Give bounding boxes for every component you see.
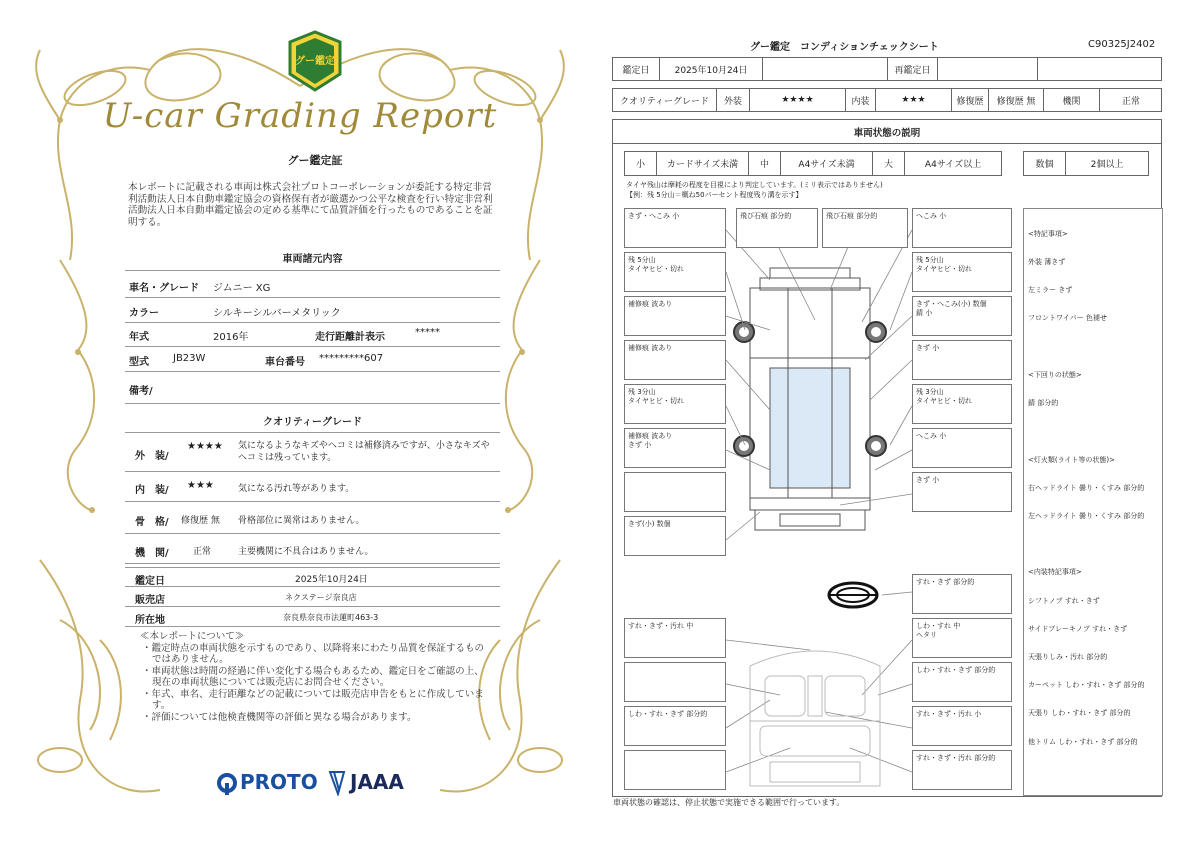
note-box-left-8: きず(小) 数個 — [624, 516, 726, 556]
note-box-right-6: へこみ 小 — [912, 428, 1012, 468]
jaaa-brand: JAAA — [350, 770, 404, 794]
notes-title: ≪本レポートについて≫ — [140, 631, 245, 642]
jaaa-logo-icon — [326, 770, 348, 796]
goo-appraisal-badge-icon — [286, 30, 344, 92]
note-box-left-5: 残 3分山 タイヤヒビ・切れ — [624, 384, 726, 424]
interior-note-right-1: すれ・きず 部分的 — [912, 574, 1012, 614]
spec-row-remarks — [125, 372, 500, 404]
legend-large-desc: A4サイズ以上 — [924, 160, 982, 170]
grade-label: クオリティーグレード — [613, 89, 717, 111]
chassis-label: 車台番号 — [265, 357, 305, 368]
exterior-stars: ★★★★ — [750, 89, 846, 111]
repair-value: 修復歴 無 — [989, 89, 1044, 111]
reappraisal-label: 再鑑定日 — [888, 58, 938, 80]
address-row — [125, 607, 500, 627]
quality-row-engine — [125, 534, 500, 564]
interior-note-right-4: すれ・きず・汚れ 小 — [912, 706, 1012, 746]
engine-label: 機 関/ — [135, 548, 169, 559]
legend-small: 小 — [625, 152, 657, 175]
feature-line: 天張り しわ・すれ・きず 部分的 — [1028, 709, 1131, 718]
note-box-right-1: へこみ 小 — [912, 208, 1012, 248]
legend-small-desc: カードサイズ未満 — [657, 152, 749, 175]
note-item: ・年式、車名、走行距離などの記載については販売店申告をもとに作成しています。 — [142, 688, 484, 711]
feature-spacer — [1028, 343, 1144, 352]
appraisal-date-row — [125, 567, 500, 587]
mileage-label: 走行距離計表示 — [315, 332, 385, 343]
proto-logo-icon — [216, 772, 238, 796]
exterior-label: 外 装/ — [135, 451, 169, 462]
footer-note: 車両状態の確認は、停止状態で実施できる範囲で行っています。 — [613, 798, 845, 807]
note-box-right-5: 残 3分山 タイヤヒビ・切れ — [912, 384, 1012, 424]
legend-count-desc: 2個以上 — [1090, 160, 1124, 170]
note-box-left-4: 補修痕 波あり — [624, 340, 726, 380]
car-exterior-diagram — [730, 258, 890, 548]
legend-count: 数個 — [1024, 152, 1066, 175]
address-value: 奈良県奈良市法蓮町463-3 — [283, 613, 379, 622]
feature-line: 他トリム しわ・すれ・きず 部分的 — [1028, 737, 1138, 746]
interior-note-left-2 — [624, 662, 726, 702]
feature-line: <下回りの状態> — [1028, 370, 1082, 379]
address-label: 所在地 — [135, 615, 165, 626]
feature-line: <灯火類(ライト等の状態)> — [1028, 455, 1115, 464]
mileage-value: ***** — [415, 327, 440, 338]
interior-note-right-2: しわ・すれ 中 ヘタリ — [912, 618, 1012, 658]
features-box — [1023, 208, 1163, 796]
interior-note-right-5: すれ・きず・汚れ 部分的 — [912, 750, 1012, 790]
repair-label: 修復歴 — [952, 89, 989, 111]
date-value: 2025年10月24日 — [660, 58, 763, 80]
sheet-title: グー鑑定 コンディションチェックシート — [750, 42, 939, 53]
note-box-right-3: きず・へこみ(小) 数個 錆 小 — [912, 296, 1012, 336]
note-item: ・鑑定時点の車両状態を示すものであり、以降将来にわたり品質を保証するものではありません。 — [142, 642, 485, 665]
date-row — [612, 57, 1162, 81]
interior-note-right-3: しわ・すれ・きず 部分的 — [912, 662, 1012, 702]
feature-line: 外装 薄きず — [1028, 258, 1066, 267]
note-box-top-2: 飛び石痕 部分的 — [822, 208, 908, 248]
reappraisal-value — [938, 58, 1038, 80]
feature-line: カーペット しわ・すれ・きず 部分的 — [1028, 681, 1145, 690]
note-box-right-4: きず 小 — [912, 340, 1012, 380]
chassis-value: *********607 — [319, 353, 384, 364]
spec-row-name — [125, 270, 500, 298]
legend-mid: 中 — [749, 152, 781, 175]
model-label: 型式 — [129, 357, 149, 368]
note-box-left-7 — [624, 472, 726, 512]
note-box-top-1: 飛び石痕 部分的 — [736, 208, 818, 248]
color-value: シルキーシルバーメタリック — [213, 308, 341, 319]
tire-note-1: タイヤ残山は摩耗の程度を目視により判定しています。(ミリ表示ではありません) — [626, 181, 883, 189]
dealer-value: ネクステージ奈良店 — [285, 593, 357, 602]
interior-stars: ★★★ — [187, 480, 214, 491]
note-item: ・車両状態は時間の経過に伴い変化する場合もあるため、鑑定日をご確認の上、現在の車両状態については販売店にお問合せください。 — [142, 665, 484, 688]
note-box-right-7: きず 小 — [912, 472, 1012, 512]
interior-label: 内 装/ — [135, 485, 169, 496]
feature-line: シフトノブ すれ・きず — [1028, 596, 1100, 605]
feature-line: 錆 部分的 — [1028, 399, 1059, 408]
sheet-id: C90325J2402 — [1088, 39, 1156, 50]
spec-section-title: 車両諸元内容 — [282, 254, 343, 265]
feature-line: <内装特記事項> — [1028, 568, 1082, 577]
model-value: JB23W — [173, 353, 206, 364]
size-legend — [624, 151, 1002, 176]
date-label: 鑑定日 — [613, 58, 660, 80]
note-box-left-1: きず・へこみ 小 — [624, 208, 726, 248]
feature-line: 左ヘッドライト 曇り・くすみ 部分的 — [1028, 511, 1145, 520]
dealer-row — [125, 587, 500, 607]
condition-check-sheet — [600, 0, 1200, 848]
note-box-left-6: 補修痕 波あり きず 小 — [624, 428, 726, 468]
quality-section-title: クオリティーグレード — [263, 417, 362, 428]
feature-line: 天張りしみ・汚れ 部分的 — [1028, 653, 1108, 662]
appraisal-date-label: 鑑定日 — [135, 576, 165, 587]
engine-text: 主要機関に不具合はありません。 — [238, 547, 374, 557]
feature-line: 左ミラー きず — [1028, 286, 1073, 295]
svg-text:グー鑑定: グー鑑定 — [295, 56, 335, 67]
legend-large: 大 — [873, 152, 905, 175]
remarks-label: 備考/ — [129, 386, 153, 397]
engine-value: 正常 — [193, 547, 212, 557]
engine-value: 正常 — [1121, 96, 1140, 107]
reappraisal-blank — [1038, 58, 1163, 80]
interior-note-left-1: すれ・きず・汚れ 中 — [624, 618, 726, 658]
tire-note-2: 【例：残 5分山＝概ね50パーセント程度残り溝を示す】 — [626, 191, 803, 199]
section-title: 車両状態の説明 — [613, 120, 1161, 144]
steering-wheel-icon — [827, 580, 879, 610]
interior-note-left-4 — [624, 750, 726, 790]
report-title: U-car Grading Report — [102, 96, 498, 136]
year-value: 2016年 — [213, 332, 249, 343]
feature-spacer — [1028, 540, 1144, 549]
interior-text: 気になる汚れ等があります。 — [238, 484, 355, 494]
legend-mid-desc: A4サイズ未満 — [781, 152, 873, 175]
frame-label: 骨 格/ — [135, 517, 169, 528]
spec-row-color — [125, 298, 500, 323]
year-label: 年式 — [129, 332, 149, 343]
interior-label: 内装 — [846, 89, 876, 111]
spec-row-year — [125, 323, 500, 347]
engine-label: 機関 — [1044, 89, 1100, 111]
exterior-stars: ★★★★ — [187, 441, 223, 452]
quality-row-frame — [125, 502, 500, 534]
dealer-label: 販売店 — [135, 595, 165, 606]
note-box-right-2: 残 5分山 タイヤヒビ・切れ — [912, 252, 1012, 292]
name-value: ジムニー XG — [213, 283, 271, 294]
exterior-text: 気になるようなキズやヘコミは補修済みですが、小さなキズやヘコミは残っています。 — [238, 441, 490, 463]
feature-line: サイドブレーキノブ すれ・きず — [1028, 624, 1128, 633]
features-list — [1028, 211, 1144, 766]
certificate-body: 本レポートに記載される車両は株式会社プロトコーポレーションが委託する特定非営利活動法人日本自動車鑑定協会の資格保有者が厳選かつ公平な検査を行い特定非営利活動法人日本自動車鑑定協会の定める基準にて品質評価を行ったものであることを証明する。 — [128, 182, 493, 228]
name-label: 車名・グレード — [129, 283, 199, 294]
proto-brand: PROTO — [240, 770, 318, 794]
appraisal-date-value: 2025年10月24日 — [295, 575, 368, 585]
interior-stars: ★★★ — [876, 89, 952, 111]
quality-row-interior — [125, 472, 500, 502]
exterior-label: 外装 — [717, 89, 750, 111]
car-interior-diagram — [740, 636, 890, 792]
frame-value: 修復歴 無 — [181, 516, 220, 526]
grade-row — [612, 88, 1162, 112]
report-notes — [140, 631, 490, 723]
date-blank — [763, 58, 888, 80]
frame-text: 骨格部位に異常はありません。 — [238, 516, 365, 526]
certificate-title: グー鑑定証 — [287, 154, 343, 167]
feature-line: <特記事項> — [1028, 229, 1068, 238]
note-box-left-2: 残 5分山 タイヤヒビ・切れ — [624, 252, 726, 292]
note-item: ・評価については他検査機関等の評価と異なる場合があります。 — [142, 711, 417, 723]
spec-row-model — [125, 347, 500, 372]
feature-line: フロントワイパー 色褪せ — [1028, 314, 1107, 323]
feature-spacer — [1028, 427, 1144, 436]
count-legend — [1023, 151, 1149, 176]
feature-line: 右ヘッドライト 曇り・くすみ 部分的 — [1028, 483, 1145, 492]
note-box-left-3: 補修痕 波あり — [624, 296, 726, 336]
quality-row-exterior — [125, 432, 500, 472]
interior-note-left-3: しわ・すれ・きず 部分的 — [624, 706, 726, 746]
color-label: カラー — [129, 308, 159, 319]
